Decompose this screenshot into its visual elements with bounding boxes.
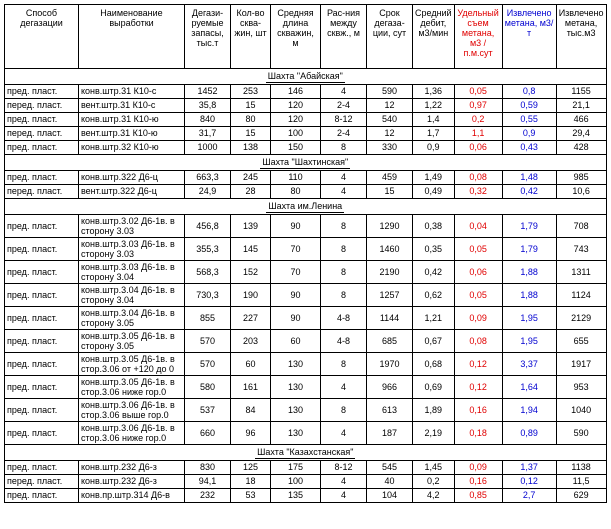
cell-extracted_per_t: 1,64 (502, 376, 556, 399)
cell-spacing: 4 (321, 85, 367, 99)
cell-method: пред. пласт. (5, 261, 79, 284)
cell-debit: 1,89 (413, 399, 455, 422)
cell-extracted_total: 1124 (556, 284, 606, 307)
cell-extracted_total: 11,5 (556, 475, 606, 489)
cell-debit: 4,2 (413, 489, 455, 503)
cell-debit: 1,45 (413, 461, 455, 475)
cell-debit: 0,42 (413, 261, 455, 284)
cell-count: 60 (231, 353, 271, 376)
cell-debit: 0,62 (413, 284, 455, 307)
cell-spacing: 4-8 (321, 330, 367, 353)
cell-specific: 0,18 (454, 422, 502, 445)
cell-term: 1257 (367, 284, 413, 307)
cell-specific: 0,05 (454, 85, 502, 99)
cell-specific: 0,2 (454, 113, 502, 127)
column-header-extracted_per_t: Извлечено метана, м3/т (502, 5, 556, 69)
cell-specific: 0,32 (454, 185, 502, 199)
cell-extracted_total: 743 (556, 238, 606, 261)
cell-debit: 1,22 (413, 99, 455, 113)
cell-specific: 0,85 (454, 489, 502, 503)
cell-term: 685 (367, 330, 413, 353)
cell-extracted_per_t: 0,43 (502, 141, 556, 155)
cell-count: 15 (231, 99, 271, 113)
column-header-name: Наименование выработки (79, 5, 185, 69)
cell-spacing: 4 (321, 185, 367, 199)
cell-method: пред. пласт. (5, 353, 79, 376)
cell-term: 12 (367, 99, 413, 113)
table-row (5, 330, 607, 353)
cell-specific: 0,12 (454, 376, 502, 399)
cell-reserves: 570 (185, 330, 231, 353)
cell-count: 28 (231, 185, 271, 199)
cell-spacing: 8 (321, 215, 367, 238)
cell-reserves: 855 (185, 307, 231, 330)
column-header-reserves: Дегази-руемые запасы, тыс.т (185, 5, 231, 69)
cell-name: конв.штр.31 К10-с (79, 85, 185, 99)
table-header (5, 5, 607, 69)
cell-method: перед. пласт. (5, 127, 79, 141)
table-row (5, 113, 607, 127)
cell-extracted_per_t: 1,37 (502, 461, 556, 475)
cell-debit: 1,4 (413, 113, 455, 127)
mine-title: Шахта им.Ленина (268, 201, 343, 211)
table-row (5, 353, 607, 376)
cell-extracted_per_t: 0,42 (502, 185, 556, 199)
cell-reserves: 456,8 (185, 215, 231, 238)
column-header-term: Срок дегаза-ции, сут (367, 5, 413, 69)
cell-extracted_total: 29,4 (556, 127, 606, 141)
header-row (5, 5, 607, 69)
cell-term: 590 (367, 85, 413, 99)
cell-reserves: 355,3 (185, 238, 231, 261)
cell-extracted_total: 428 (556, 141, 606, 155)
cell-count: 145 (231, 238, 271, 261)
table-row (5, 261, 607, 284)
table-row (5, 99, 607, 113)
cell-name: конв.штр.3.02 Д6-1в. в сторону 3.03 (79, 215, 185, 238)
cell-length: 90 (271, 307, 321, 330)
cell-length: 120 (271, 113, 321, 127)
cell-debit: 0,68 (413, 353, 455, 376)
column-header-count: Кол-во сква-жин, шт (231, 5, 271, 69)
cell-reserves: 663,3 (185, 171, 231, 185)
cell-debit: 1,21 (413, 307, 455, 330)
cell-extracted_per_t: 0,8 (502, 85, 556, 99)
cell-extracted_total: 1155 (556, 85, 606, 99)
cell-name: конв.штр.3.05 Д6-1в. в стор.3.06 ниже гор.0 (79, 376, 185, 399)
cell-debit: 1,7 (413, 127, 455, 141)
cell-extracted_per_t: 0,89 (502, 422, 556, 445)
cell-debit: 0,35 (413, 238, 455, 261)
cell-name: конв.штр.232 Д6-з (79, 461, 185, 475)
cell-specific: 0,08 (454, 330, 502, 353)
cell-reserves: 1000 (185, 141, 231, 155)
cell-debit: 2,19 (413, 422, 455, 445)
cell-length: 130 (271, 422, 321, 445)
mine-header-cell (5, 69, 607, 85)
table-row (5, 141, 607, 155)
cell-count: 227 (231, 307, 271, 330)
cell-name: конв.штр.3.03 Д6-1в. в сторону 3.04 (79, 261, 185, 284)
cell-extracted_total: 953 (556, 376, 606, 399)
column-header-extracted_total: Извлечено метана, тыс.м3 (556, 5, 606, 69)
cell-extracted_total: 590 (556, 422, 606, 445)
mine-header-row (5, 155, 607, 171)
cell-term: 545 (367, 461, 413, 475)
cell-term: 1144 (367, 307, 413, 330)
cell-reserves: 840 (185, 113, 231, 127)
cell-spacing: 4 (321, 171, 367, 185)
cell-name: конв.штр.3.03 Д6-1в. в сторону 3.03 (79, 238, 185, 261)
cell-extracted_per_t: 1,95 (502, 330, 556, 353)
cell-specific: 0,04 (454, 215, 502, 238)
cell-method: перед. пласт. (5, 185, 79, 199)
cell-count: 15 (231, 127, 271, 141)
cell-name: вент.штр.31 К10-с (79, 99, 185, 113)
cell-method: пред. пласт. (5, 422, 79, 445)
cell-reserves: 660 (185, 422, 231, 445)
cell-method: пред. пласт. (5, 461, 79, 475)
column-header-spacing: Рас-ния между сквж., м (321, 5, 367, 69)
cell-length: 130 (271, 376, 321, 399)
cell-length: 130 (271, 399, 321, 422)
cell-term: 12 (367, 127, 413, 141)
cell-method: пред. пласт. (5, 307, 79, 330)
cell-name: конв.штр.3.05 Д6-1в. в стор.3.06 от +120 до 0 (79, 353, 185, 376)
table-body (5, 69, 607, 503)
cell-term: 459 (367, 171, 413, 185)
cell-specific: 0,08 (454, 171, 502, 185)
cell-term: 2190 (367, 261, 413, 284)
cell-term: 613 (367, 399, 413, 422)
cell-length: 90 (271, 284, 321, 307)
cell-method: пред. пласт. (5, 376, 79, 399)
cell-length: 80 (271, 185, 321, 199)
cell-count: 138 (231, 141, 271, 155)
cell-reserves: 730,3 (185, 284, 231, 307)
cell-extracted_per_t: 1,48 (502, 171, 556, 185)
cell-debit: 0,69 (413, 376, 455, 399)
cell-name: конв.пр.штр.314 Д6-в (79, 489, 185, 503)
mine-header-cell (5, 445, 607, 461)
cell-count: 80 (231, 113, 271, 127)
cell-count: 139 (231, 215, 271, 238)
cell-name: вент.штр.322 Д6-ц (79, 185, 185, 199)
cell-extracted_per_t: 0,12 (502, 475, 556, 489)
cell-debit: 0,2 (413, 475, 455, 489)
cell-method: перед. пласт. (5, 99, 79, 113)
cell-specific: 0,05 (454, 238, 502, 261)
table-row (5, 399, 607, 422)
cell-extracted_per_t: 1,94 (502, 399, 556, 422)
mine-header-row (5, 445, 607, 461)
cell-extracted_per_t: 0,55 (502, 113, 556, 127)
cell-name: конв.штр.3.06 Д6-1в. в стор.3.06 ниже гор.0 (79, 422, 185, 445)
cell-method: пред. пласт. (5, 284, 79, 307)
column-header-specific: Удельный съем метана, м3 /п.м.сут (454, 5, 502, 69)
cell-extracted_per_t: 1,88 (502, 284, 556, 307)
cell-extracted_total: 629 (556, 489, 606, 503)
cell-reserves: 830 (185, 461, 231, 475)
cell-extracted_total: 655 (556, 330, 606, 353)
cell-name: конв.штр.322 Д6-ц (79, 171, 185, 185)
cell-reserves: 31,7 (185, 127, 231, 141)
cell-method: пред. пласт. (5, 141, 79, 155)
cell-count: 253 (231, 85, 271, 99)
cell-method: пред. пласт. (5, 215, 79, 238)
cell-count: 96 (231, 422, 271, 445)
table-row (5, 85, 607, 99)
mine-header-row (5, 69, 607, 85)
cell-name: конв.штр.3.05 Д6-1в. в сторону 3.05 (79, 330, 185, 353)
cell-count: 190 (231, 284, 271, 307)
cell-reserves: 24,9 (185, 185, 231, 199)
cell-reserves: 35,8 (185, 99, 231, 113)
cell-extracted_total: 985 (556, 171, 606, 185)
cell-length: 146 (271, 85, 321, 99)
cell-term: 540 (367, 113, 413, 127)
cell-debit: 0,67 (413, 330, 455, 353)
cell-reserves: 570 (185, 353, 231, 376)
mine-title: Шахта "Казахстанская" (257, 447, 354, 457)
cell-extracted_total: 10,6 (556, 185, 606, 199)
cell-specific: 0,05 (454, 284, 502, 307)
cell-count: 84 (231, 399, 271, 422)
cell-length: 100 (271, 127, 321, 141)
cell-reserves: 580 (185, 376, 231, 399)
cell-length: 120 (271, 99, 321, 113)
table-row (5, 284, 607, 307)
cell-extracted_per_t: 1,95 (502, 307, 556, 330)
cell-extracted_total: 466 (556, 113, 606, 127)
cell-reserves: 232 (185, 489, 231, 503)
cell-extracted_total: 1040 (556, 399, 606, 422)
cell-spacing: 2-4 (321, 99, 367, 113)
cell-term: 966 (367, 376, 413, 399)
cell-term: 330 (367, 141, 413, 155)
cell-count: 161 (231, 376, 271, 399)
cell-length: 70 (271, 261, 321, 284)
cell-method: пред. пласт. (5, 171, 79, 185)
cell-spacing: 4 (321, 422, 367, 445)
cell-term: 1460 (367, 238, 413, 261)
cell-method: перед. пласт. (5, 475, 79, 489)
cell-length: 100 (271, 475, 321, 489)
cell-count: 203 (231, 330, 271, 353)
cell-length: 90 (271, 215, 321, 238)
mine-title: Шахта "Шахтинская" (262, 157, 349, 167)
cell-spacing: 8 (321, 353, 367, 376)
cell-extracted_total: 1311 (556, 261, 606, 284)
cell-term: 40 (367, 475, 413, 489)
cell-extracted_per_t: 1,79 (502, 238, 556, 261)
cell-term: 1290 (367, 215, 413, 238)
cell-term: 104 (367, 489, 413, 503)
column-header-method: Способ дегазации (5, 5, 79, 69)
cell-extracted_total: 2129 (556, 307, 606, 330)
cell-count: 245 (231, 171, 271, 185)
cell-name: вент.штр.31 К10-ю (79, 127, 185, 141)
cell-length: 110 (271, 171, 321, 185)
cell-term: 187 (367, 422, 413, 445)
cell-spacing: 4 (321, 475, 367, 489)
cell-length: 175 (271, 461, 321, 475)
mine-header-cell (5, 199, 607, 215)
cell-spacing: 8 (321, 284, 367, 307)
cell-extracted_per_t: 1,79 (502, 215, 556, 238)
table-row (5, 489, 607, 503)
table-row (5, 307, 607, 330)
cell-spacing: 4-8 (321, 307, 367, 330)
cell-length: 150 (271, 141, 321, 155)
cell-name: конв.штр.31 К10-ю (79, 113, 185, 127)
cell-extracted_per_t: 2,7 (502, 489, 556, 503)
cell-debit: 1,49 (413, 171, 455, 185)
table-row (5, 376, 607, 399)
table-row (5, 215, 607, 238)
cell-specific: 0,12 (454, 353, 502, 376)
cell-spacing: 4 (321, 376, 367, 399)
cell-extracted_per_t: 0,9 (502, 127, 556, 141)
cell-count: 125 (231, 461, 271, 475)
cell-reserves: 537 (185, 399, 231, 422)
cell-specific: 0,06 (454, 261, 502, 284)
cell-name: конв.штр.3.04 Д6-1в. в сторону 3.04 (79, 284, 185, 307)
cell-method: пред. пласт. (5, 489, 79, 503)
cell-specific: 0,16 (454, 475, 502, 489)
cell-specific: 0,06 (454, 141, 502, 155)
cell-method: пред. пласт. (5, 113, 79, 127)
cell-spacing: 8 (321, 238, 367, 261)
table-row (5, 127, 607, 141)
cell-extracted_total: 21,1 (556, 99, 606, 113)
cell-term: 1970 (367, 353, 413, 376)
cell-specific: 0,09 (454, 461, 502, 475)
column-header-debit: Средний дебит, м3/мин (413, 5, 455, 69)
cell-name: конв.штр.3.04 Д6-1в. в сторону 3.05 (79, 307, 185, 330)
table-row (5, 422, 607, 445)
cell-length: 130 (271, 353, 321, 376)
cell-extracted_per_t: 1,88 (502, 261, 556, 284)
cell-count: 152 (231, 261, 271, 284)
cell-extracted_total: 1138 (556, 461, 606, 475)
cell-name: конв.штр.232 Д6-з (79, 475, 185, 489)
cell-spacing: 8 (321, 399, 367, 422)
cell-debit: 0,9 (413, 141, 455, 155)
cell-spacing: 8-12 (321, 461, 367, 475)
degassing-table-container (4, 4, 607, 503)
cell-debit: 1,36 (413, 85, 455, 99)
cell-reserves: 1452 (185, 85, 231, 99)
cell-term: 15 (367, 185, 413, 199)
cell-spacing: 4 (321, 489, 367, 503)
mine-header-cell (5, 155, 607, 171)
cell-extracted_per_t: 3,37 (502, 353, 556, 376)
cell-specific: 0,97 (454, 99, 502, 113)
degassing-table (4, 4, 607, 503)
cell-spacing: 2-4 (321, 127, 367, 141)
table-row (5, 461, 607, 475)
cell-debit: 0,38 (413, 215, 455, 238)
cell-debit: 0,49 (413, 185, 455, 199)
cell-spacing: 8-12 (321, 113, 367, 127)
cell-extracted_total: 708 (556, 215, 606, 238)
table-row (5, 475, 607, 489)
table-row (5, 238, 607, 261)
column-header-length: Средняя длина скважин, м (271, 5, 321, 69)
cell-count: 18 (231, 475, 271, 489)
cell-reserves: 94,1 (185, 475, 231, 489)
cell-specific: 1,1 (454, 127, 502, 141)
table-row (5, 185, 607, 199)
cell-spacing: 8 (321, 261, 367, 284)
mine-header-row (5, 199, 607, 215)
cell-method: пред. пласт. (5, 330, 79, 353)
cell-method: пред. пласт. (5, 85, 79, 99)
table-row (5, 171, 607, 185)
cell-extracted_per_t: 0,59 (502, 99, 556, 113)
cell-length: 70 (271, 238, 321, 261)
cell-extracted_total: 1917 (556, 353, 606, 376)
cell-method: пред. пласт. (5, 399, 79, 422)
cell-reserves: 568,3 (185, 261, 231, 284)
cell-length: 60 (271, 330, 321, 353)
cell-specific: 0,09 (454, 307, 502, 330)
cell-method: пред. пласт. (5, 238, 79, 261)
cell-count: 53 (231, 489, 271, 503)
cell-name: конв.штр.32 К10-ю (79, 141, 185, 155)
cell-name: конв.штр.3.06 Д6-1в. в стор.3.06 выше гор.0 (79, 399, 185, 422)
cell-spacing: 8 (321, 141, 367, 155)
cell-length: 135 (271, 489, 321, 503)
cell-specific: 0,16 (454, 399, 502, 422)
mine-title: Шахта "Абайская" (267, 71, 343, 81)
